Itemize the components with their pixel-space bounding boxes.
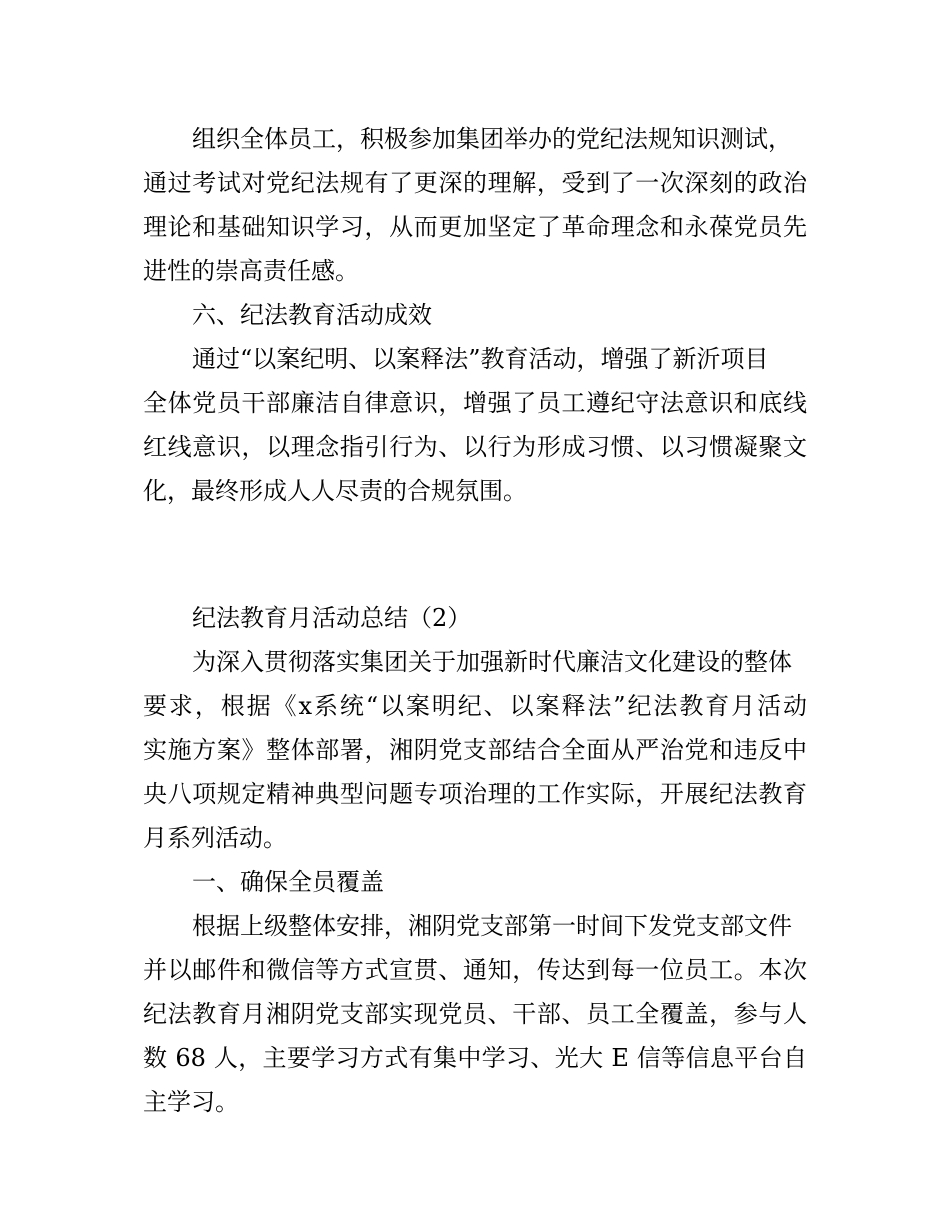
paragraph-line: 央八项规定精神典型问题专项治理的工作实际，开展纪法教育 xyxy=(143,780,807,808)
paragraph-line: 通过考试对党纪法规有了更深的理解，受到了一次深刻的政治 xyxy=(143,169,807,197)
paragraph-line: 理论和基础知识学习，从而更加坚定了革命理念和永葆党员先 xyxy=(143,213,807,241)
paragraph-line: 主学习。 xyxy=(143,1088,239,1116)
paragraph-line: 进性的崇高责任感。 xyxy=(143,257,359,285)
paragraph-line: 全体党员干部廉洁自律意识，增强了员工遵纪守法意识和底线 xyxy=(143,389,807,417)
paragraph-line: 数 68 人，主要学习方式有集中学习、光大 E 信等信息平台自 xyxy=(143,1044,807,1072)
section-heading: 一、确保全员覆盖 xyxy=(192,868,384,896)
paragraph-line: 根据上级整体安排，湘阴党支部第一时间下发党支部文件 xyxy=(192,912,792,940)
paragraph-line: 组织全体员工，积极参加集团举办的党纪法规知识测试， xyxy=(192,125,792,153)
paragraph-line: 纪法教育月湘阴党支部实现党员、干部、员工全覆盖，参与人 xyxy=(143,1000,807,1028)
paragraph-line: 并以邮件和微信等方式宣贯、通知，传达到每一位员工。本次 xyxy=(143,956,807,984)
paragraph-line: 通过“以案纪明、以案释法”教育活动，增强了新沂项目 xyxy=(192,345,769,373)
paragraph-line: 实施方案》整体部署，湘阴党支部结合全面从严治党和违反中 xyxy=(143,736,807,764)
paragraph-line: 要求，根据《x系统“以案明纪、以案释法”纪法教育月活动 xyxy=(143,692,807,720)
section-heading: 六、纪法教育活动成效 xyxy=(192,301,432,329)
paragraph-line: 月系列活动。 xyxy=(143,824,287,852)
paragraph-line: 红线意识，以理念指引行为、以行为形成习惯、以习惯凝聚文 xyxy=(143,433,807,461)
document-title: 纪法教育月活动总结（2） xyxy=(192,604,472,632)
paragraph-line: 化，最终形成人人尽责的合规氛围。 xyxy=(143,477,527,505)
paragraph-line: 为深入贯彻落实集团关于加强新时代廉洁文化建设的整体 xyxy=(192,648,792,676)
